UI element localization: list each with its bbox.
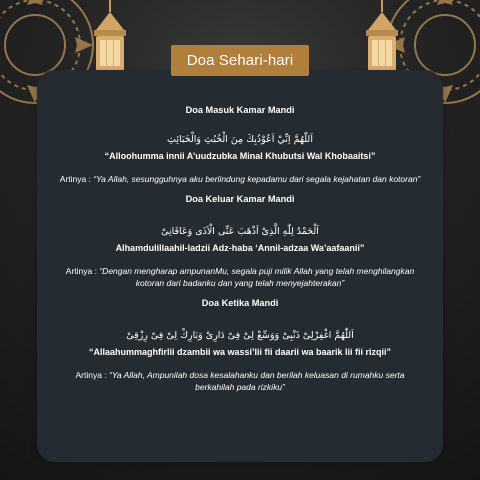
meaning-text xyxy=(57,369,423,393)
prayer-list xyxy=(57,96,423,393)
meaning-content: “Ya Allah, Ampunilah dosa kesalahanku dan berilah keluasan di rumahku serta berkahilah pada rizkiku” xyxy=(109,370,405,392)
section-heading: Doa Keluar Kamar Mandi xyxy=(185,194,295,204)
prayer-section-keluar-kamar-mandi xyxy=(57,193,423,289)
meaning-label: Artinya : xyxy=(65,266,100,276)
meaning-label: Artinya : xyxy=(59,174,94,184)
latin-transliteration: “Allaahummaghfirlii dzambii wa wassi’lii fii daarii wa baarik lii fii rizqii” xyxy=(88,347,392,357)
meaning-content: “Dengan mengharap ampunanMu, segala puji milik Allah yang telah menghilangkan kotoran dari badanku dan yang telah menyejahterakan” xyxy=(99,266,415,288)
arabic-prayer-text: اَللّٰهُمَّ اغْفِرْلِىْ ذَنْبِىْ وَوَسِّعْ لِىْ فِىْ دَارِىْ وَبَارِكْ لِىْ فِىْ رِزْقِىْ xyxy=(126,330,354,341)
meaning-text xyxy=(57,173,423,185)
section-heading: Doa Ketika Mandi xyxy=(201,298,279,308)
meaning-label: Artinya : xyxy=(75,370,110,380)
latin-transliteration: Alhamdulillaahil-ladzii Adz-haba ‘Annil-adzaa Wa’aafaanii” xyxy=(115,243,365,253)
meaning-text xyxy=(57,265,423,289)
arabic-prayer-text: اَللّٰهُمَّ اِنِّيْ اَعُوْذُبِكَ مِنَ الْخُبُثِ وَالْخَبَائِثِ xyxy=(167,134,313,145)
page-title: Doa Sehari-hari xyxy=(171,45,309,76)
prayer-section-ketika-mandi xyxy=(57,297,423,393)
section-heading: Doa Masuk Kamar Mandi xyxy=(185,105,295,115)
meaning-content: “Ya Allah, sesungguhnya aku berlindung kepadamu dari segala kejahatan dan kotoran” xyxy=(93,174,421,184)
arabic-prayer-text: اَلْحَمْدُ لِلّٰهِ الَّذِىْ اَذْهَبَ عَنِّى الْاَذَى وَعَافَانِىْ xyxy=(161,226,319,237)
prayer-section-masuk-kamar-mandi xyxy=(57,104,423,185)
latin-transliteration: “Alloohumma innii A’uudzubka Minal Khubutsi Wal Khobaaitsi” xyxy=(104,151,376,161)
